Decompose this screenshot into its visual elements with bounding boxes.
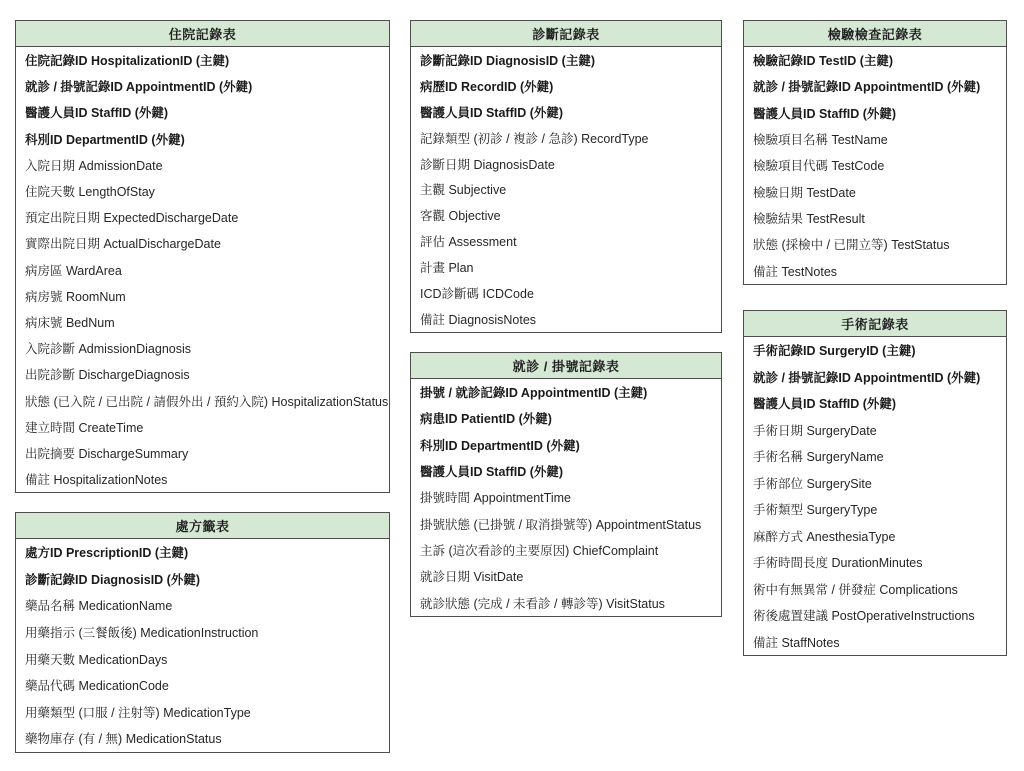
- field-row: 預定出院日期 ExpectedDischargeDate: [25, 211, 239, 226]
- field-row: 病患ID PatientID (外鍵): [420, 412, 552, 427]
- field-row: 手術類型 SurgeryType: [753, 503, 878, 518]
- field-row: 出院診斷 DischargeDiagnosis: [25, 368, 190, 383]
- field-row: 評估 Assessment: [420, 235, 517, 250]
- field-row: 麻醉方式 AnesthesiaType: [753, 529, 896, 544]
- field-row: 診斷日期 DiagnosisDate: [420, 157, 555, 172]
- field-row: 科別ID DepartmentID (外鍵): [25, 132, 185, 147]
- field-row: 醫護人員ID StaffID (外鍵): [25, 106, 169, 121]
- field-row: ICD診斷碼 ICDCode: [420, 286, 534, 301]
- field-row: 病房號 RoomNum: [25, 289, 126, 304]
- table-appointment-records: [410, 352, 722, 617]
- field-row: 備註 StaffNotes: [753, 635, 840, 650]
- field-row: 醫護人員ID StaffID (外鍵): [420, 105, 564, 120]
- field-row: 狀態 (已入院 / 已出院 / 請假外出 / 預約入院) HospitalizationStatus: [25, 394, 389, 409]
- field-row: 科別ID DepartmentID (外鍵): [420, 438, 580, 453]
- table-test-records: [743, 20, 1007, 285]
- field-row: 術中有無異常 / 併發症 Complications: [753, 582, 958, 597]
- table-prescription: [15, 512, 390, 753]
- field-row: 手術記錄ID SurgeryID (主鍵): [753, 344, 916, 359]
- field-row: 就診狀態 (完成 / 未看診 / 轉診等) VisitStatus: [420, 596, 665, 611]
- field-row: 入院診斷 AdmissionDiagnosis: [25, 342, 192, 357]
- table-prescription-title: 處方籤表: [16, 513, 389, 539]
- table-appointment-records-title: 就診 / 掛號記錄表: [411, 353, 721, 379]
- field-row: 診斷記錄ID DiagnosisID (外鍵): [25, 572, 201, 587]
- table-diagnosis-records-fields: [411, 47, 721, 332]
- field-row: 住院天數 LengthOfStay: [25, 185, 155, 200]
- field-row: 手術部位 SurgerySite: [753, 476, 872, 491]
- field-row: 診斷記錄ID DiagnosisID (主鍵): [420, 53, 596, 68]
- field-row: 備註 DiagnosisNotes: [420, 312, 537, 327]
- field-row: 客觀 Objective: [420, 209, 501, 224]
- field-row: 病床號 BedNum: [25, 315, 115, 330]
- field-row: 醫護人員ID StaffID (外鍵): [753, 106, 897, 121]
- table-diagnosis-records: [410, 20, 722, 333]
- field-row: 就診 / 掛號記錄ID AppointmentID (外鍵): [25, 80, 253, 95]
- field-row: 用藥指示 (三餐飯後) MedicationInstruction: [25, 626, 259, 641]
- field-row: 手術名稱 SurgeryName: [753, 450, 884, 465]
- field-row: 手術日期 SurgeryDate: [753, 423, 877, 438]
- field-row: 醫護人員ID StaffID (外鍵): [420, 465, 564, 480]
- field-row: 掛號狀態 (已掛號 / 取消掛號等) AppointmentStatus: [420, 517, 702, 532]
- table-surgery-records: [743, 310, 1007, 656]
- field-row: 用藥類型 (口服 / 注射等) MedicationType: [25, 705, 251, 720]
- table-test-records-title: 檢驗檢查記錄表: [744, 21, 1006, 47]
- field-row: 病房區 WardArea: [25, 263, 122, 278]
- field-row: 手術時間長度 DurationMinutes: [753, 556, 923, 571]
- field-row: 檢驗日期 TestDate: [753, 185, 856, 200]
- field-row: 檢驗項目名稱 TestName: [753, 133, 888, 148]
- field-row: 檢驗結果 TestResult: [753, 211, 865, 226]
- field-row: 病歷ID RecordID (外鍵): [420, 79, 554, 94]
- field-row: 醫護人員ID StaffID (外鍵): [753, 397, 897, 412]
- table-surgery-records-fields: [744, 337, 1006, 655]
- field-row: 主觀 Subjective: [420, 183, 507, 198]
- field-row: 用藥天數 MedicationDays: [25, 652, 168, 667]
- field-row: 就診日期 VisitDate: [420, 570, 524, 585]
- field-row: 就診 / 掛號記錄ID AppointmentID (外鍵): [753, 80, 981, 95]
- field-row: 就診 / 掛號記錄ID AppointmentID (外鍵): [753, 370, 981, 385]
- field-row: 實際出院日期 ActualDischargeDate: [25, 237, 221, 252]
- table-appointment-records-fields: [411, 379, 721, 616]
- field-row: 狀態 (採檢中 / 已開立等) TestStatus: [753, 238, 950, 253]
- table-hospitalization-records: [15, 20, 390, 493]
- field-row: 計畫 Plan: [420, 261, 474, 276]
- field-row: 掛號時間 AppointmentTime: [420, 491, 571, 506]
- field-row: 記錄類型 (初診 / 複診 / 急診) RecordType: [420, 131, 649, 146]
- field-row: 建立時間 CreateTime: [25, 420, 144, 435]
- field-row: 出院摘要 DischargeSummary: [25, 446, 189, 461]
- table-surgery-records-title: 手術記錄表: [744, 311, 1006, 337]
- table-test-records-fields: [744, 47, 1006, 284]
- field-row: 藥品代碼 MedicationCode: [25, 679, 169, 694]
- field-row: 入院日期 AdmissionDate: [25, 158, 163, 173]
- table-diagnosis-records-title: 診斷記錄表: [411, 21, 721, 47]
- field-row: 住院記錄ID HospitalizationID (主鍵): [25, 54, 230, 69]
- field-row: 掛號 / 就診記錄ID AppointmentID (主鍵): [420, 386, 648, 401]
- field-row: 檢驗記錄ID TestID (主鍵): [753, 54, 894, 69]
- table-prescription-fields: [16, 539, 389, 752]
- table-hospitalization-records-title: 住院記錄表: [16, 21, 389, 47]
- field-row: 檢驗項目代碼 TestCode: [753, 159, 885, 174]
- field-row: 術後處置建議 PostOperativeInstructions: [753, 609, 975, 624]
- field-row: 藥物庫存 (有 / 無) MedicationStatus: [25, 732, 222, 747]
- field-row: 主訴 (這次看診的主要原因) ChiefComplaint: [420, 543, 659, 558]
- table-hospitalization-records-fields: [16, 47, 389, 492]
- field-row: 藥品名稱 MedicationName: [25, 599, 173, 614]
- field-row: 備註 TestNotes: [753, 264, 838, 279]
- field-row: 備註 HospitalizationNotes: [25, 473, 168, 488]
- field-row: 處方ID PrescriptionID (主鍵): [25, 546, 189, 561]
